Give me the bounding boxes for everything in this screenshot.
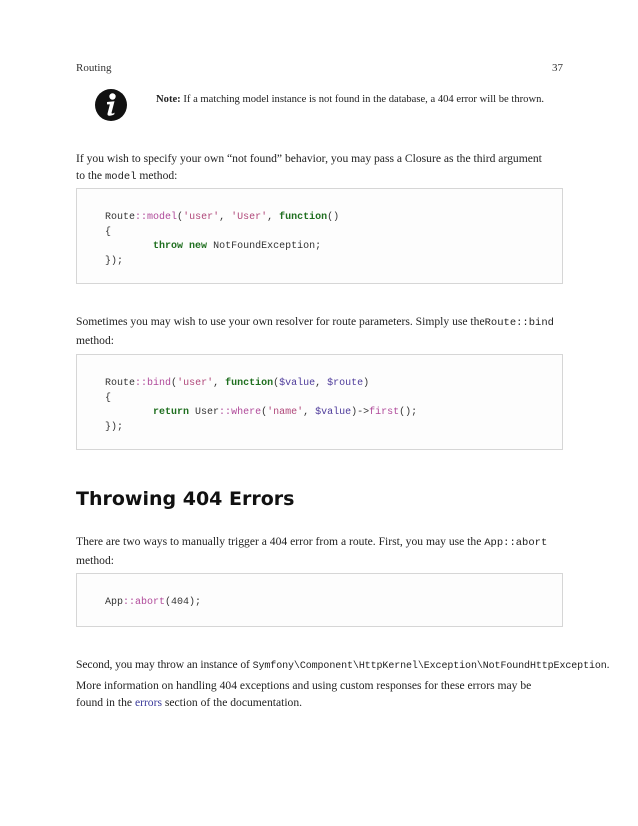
code-token: ( xyxy=(177,212,184,223)
code-line xyxy=(105,596,201,611)
code-token: return xyxy=(153,407,190,418)
code-token: bind xyxy=(147,378,172,389)
note-text xyxy=(156,94,544,105)
paragraph-3 xyxy=(76,533,563,569)
inline-code: model xyxy=(104,171,137,183)
text-run: found in the xyxy=(76,696,135,709)
code-token: , xyxy=(303,407,316,418)
code-token: :: xyxy=(135,378,148,389)
code-line: { xyxy=(105,226,112,238)
paragraph-5 xyxy=(76,677,563,711)
inline-code: Symfony\Component\HttpKernel\Exception\NotFoundHttpException xyxy=(252,661,607,672)
text-run: to the xyxy=(76,169,105,182)
code-token: $route xyxy=(327,378,364,389)
note-callout xyxy=(94,84,563,124)
code-token: User xyxy=(189,407,220,418)
text-run: Sometimes you may wish to use your own resolver for route parameters. Simply use the xyxy=(76,315,485,328)
inline-code: Route::bind xyxy=(484,317,554,329)
code-token: NotFoundException; xyxy=(207,241,322,252)
code-block-1 xyxy=(76,188,563,284)
code-line xyxy=(105,240,339,255)
code-block-1-content xyxy=(105,211,339,269)
code-token: 'name' xyxy=(267,407,304,418)
code-token xyxy=(105,407,153,418)
code-line xyxy=(105,211,339,226)
paragraph-1-line1: If you wish to specify your own “not found” behavior, you may pass a Closure as the third argument xyxy=(76,152,542,165)
code-line: }); xyxy=(105,255,124,267)
section-heading: Throwing 404 Errors xyxy=(76,488,295,510)
code-token: ( xyxy=(261,407,268,418)
code-token: 'user' xyxy=(183,212,220,223)
code-token: :: xyxy=(123,597,136,608)
code-block-2-content xyxy=(105,377,417,435)
code-token: new xyxy=(189,241,208,252)
paragraph-1 xyxy=(76,150,563,186)
code-line xyxy=(105,406,417,421)
code-token: , xyxy=(219,212,232,223)
code-token: (); xyxy=(399,407,418,418)
code-token: $value xyxy=(315,407,352,418)
code-token: (404); xyxy=(165,597,202,608)
code-block-3 xyxy=(76,573,563,627)
paragraph-2 xyxy=(76,313,563,349)
note-label: Note: xyxy=(156,94,181,105)
paragraph-5-line2 xyxy=(76,694,563,711)
code-token: $value xyxy=(279,378,316,389)
code-line: }); xyxy=(105,421,124,433)
code-token: 'user' xyxy=(177,378,214,389)
code-token: , xyxy=(213,378,226,389)
code-token: :: xyxy=(135,212,148,223)
chapter-title: Routing xyxy=(76,62,112,74)
paragraph-4 xyxy=(76,656,610,675)
code-token: ( xyxy=(171,378,178,389)
code-token: , xyxy=(267,212,280,223)
text-run: method: xyxy=(136,169,178,182)
code-token: :: xyxy=(219,407,232,418)
page-number: 37 xyxy=(552,62,563,74)
code-token: App xyxy=(105,597,124,608)
errors-link[interactable]: errors xyxy=(134,696,162,709)
page xyxy=(76,0,610,826)
paragraph-1-line2 xyxy=(76,167,563,186)
text-run: section of the documentation. xyxy=(161,696,303,709)
code-token: abort xyxy=(135,597,166,608)
code-block-2 xyxy=(76,354,563,450)
paragraph-3-line2: method: xyxy=(76,554,114,567)
code-token: , xyxy=(315,378,328,389)
code-token: Route xyxy=(105,378,136,389)
paragraph-5-line1: More information on handling 404 exceptions and using custom responses for these errors may be xyxy=(76,679,532,692)
paragraph-2-line2: method: xyxy=(76,334,114,347)
paragraph-3-line1 xyxy=(76,533,563,552)
text-run: . xyxy=(606,658,610,671)
code-token: ( xyxy=(273,378,280,389)
code-token: first xyxy=(369,407,400,418)
code-token: Route xyxy=(105,212,136,223)
code-block-3-content xyxy=(105,596,201,611)
code-token: )-> xyxy=(351,407,370,418)
code-token: () xyxy=(327,212,340,223)
note-body: If a matching model instance is not found in the database, a 404 error will be thrown. xyxy=(180,94,545,105)
code-line: { xyxy=(105,392,112,404)
code-token: 'User' xyxy=(231,212,268,223)
code-token xyxy=(105,241,153,252)
code-token: throw xyxy=(153,241,184,252)
paragraph-2-line1 xyxy=(76,313,563,332)
inline-code: App::abort xyxy=(484,537,548,549)
code-token: where xyxy=(231,407,262,418)
text-run: Second, you may throw an instance of xyxy=(76,658,253,671)
code-line xyxy=(105,377,417,392)
text-run: There are two ways to manually trigger a 404 error from a route. First, you may use the xyxy=(76,535,485,548)
code-token: model xyxy=(147,212,178,223)
code-token: ) xyxy=(363,378,370,389)
info-icon xyxy=(94,88,128,122)
code-token: function xyxy=(279,212,328,223)
code-token: function xyxy=(225,378,274,389)
